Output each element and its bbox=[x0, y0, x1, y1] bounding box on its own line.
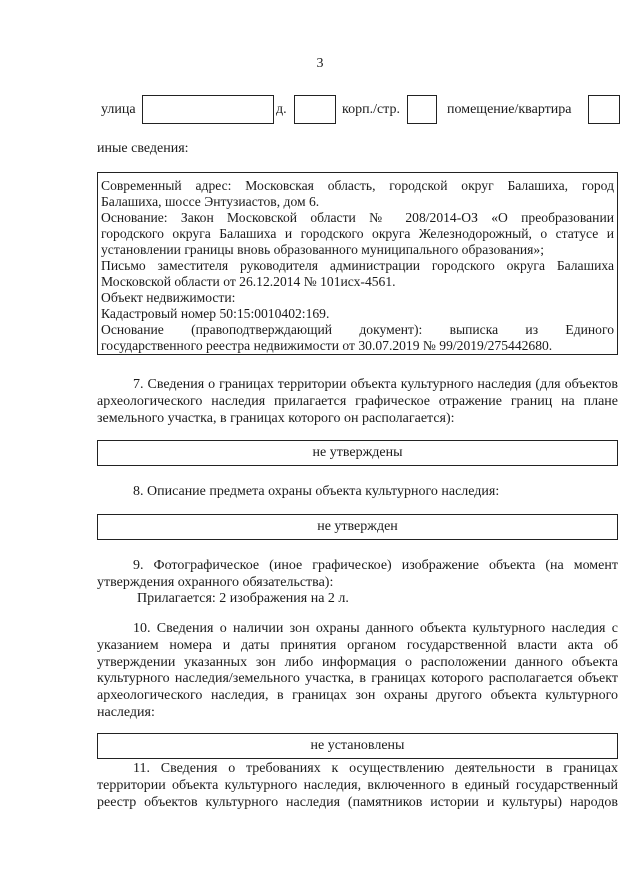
building-field[interactable] bbox=[407, 95, 437, 124]
section-8-text: 8. Описание предмета охраны объекта культурного наследия: bbox=[133, 484, 500, 499]
section-9-attached: Прилагается: 2 изображения на 2 л. bbox=[137, 591, 349, 606]
other-info-line: Современный адрес: Московская область, городской округ Балашиха, город bbox=[101, 178, 614, 193]
other-info-line: Объект недвижимости: bbox=[101, 290, 236, 305]
section-8-value: не утвержден bbox=[97, 514, 618, 540]
other-info-line: Письмо заместителя руководителя администрации городского округа Балашиха bbox=[101, 258, 614, 273]
room-label: помещение/квартира bbox=[447, 102, 572, 117]
section-7-value: не утверждены bbox=[97, 440, 618, 466]
section-9-text: 9. Фотографическое (иное графическое) изображение объекта (на момент утверждения охранного обязательства): bbox=[97, 558, 618, 590]
house-label: д. bbox=[276, 102, 287, 117]
street-label: улица bbox=[101, 102, 136, 117]
other-info-line: Основание (правоподтверждающий документ): выписка из Единого bbox=[101, 322, 614, 337]
building-label: корп./стр. bbox=[342, 102, 400, 117]
other-info-line: Балашиха, шоссе Энтузиастов, дом 6. bbox=[101, 194, 320, 209]
other-info-line: Основание: Закон Московской области № 208/2014-ОЗ «О преобразовании bbox=[101, 210, 614, 225]
other-info-line: Московской области от 26.12.2014 № 101исх-4561. bbox=[101, 274, 396, 289]
section-10-value: не установлены bbox=[97, 733, 618, 759]
house-field[interactable] bbox=[294, 95, 336, 124]
street-field[interactable] bbox=[142, 95, 274, 124]
other-info-box bbox=[97, 172, 618, 355]
other-info-line: Кадастровый номер 50:15:0010402:169. bbox=[101, 306, 330, 321]
other-info-line: установлении границы вновь образованного муниципального образования»; bbox=[101, 242, 544, 257]
page-number: 3 bbox=[316, 56, 324, 71]
section-7-text: 7. Сведения о границах территории объекта культурного наследия (для объектов археологического наследия прилагается графическое отражение границ на плане земельного участка, в границах которого он располагается): bbox=[97, 377, 618, 426]
room-field[interactable] bbox=[588, 95, 620, 124]
section-11-text: 11. Сведения о требованиях к осуществлению деятельности в границах территории объекта культурного наследия, включенного в единый государственный реестр объектов культурного наследия (памятников истории и культуры) народов bbox=[97, 761, 618, 810]
other-info-line: государственного реестра недвижимости от 30.07.2019 № 99/2019/275442680. bbox=[101, 338, 553, 353]
other-info-label: иные сведения: bbox=[97, 141, 189, 156]
other-info-line: городского округа Балашиха и городского округа Железнодорожный, о статусе и bbox=[101, 226, 614, 241]
section-10-text: 10. Сведения о наличии зон охраны данного объекта культурного наследия с указанием номера и даты принятия органом государственной власти акта об утверждении указанных зон либо информация о расположении данного объекта культурного наследия/земельного участка, в границах которого располагается объект археологического наследия, в границах зон охраны другого объекта культурного наследия: bbox=[97, 621, 618, 720]
